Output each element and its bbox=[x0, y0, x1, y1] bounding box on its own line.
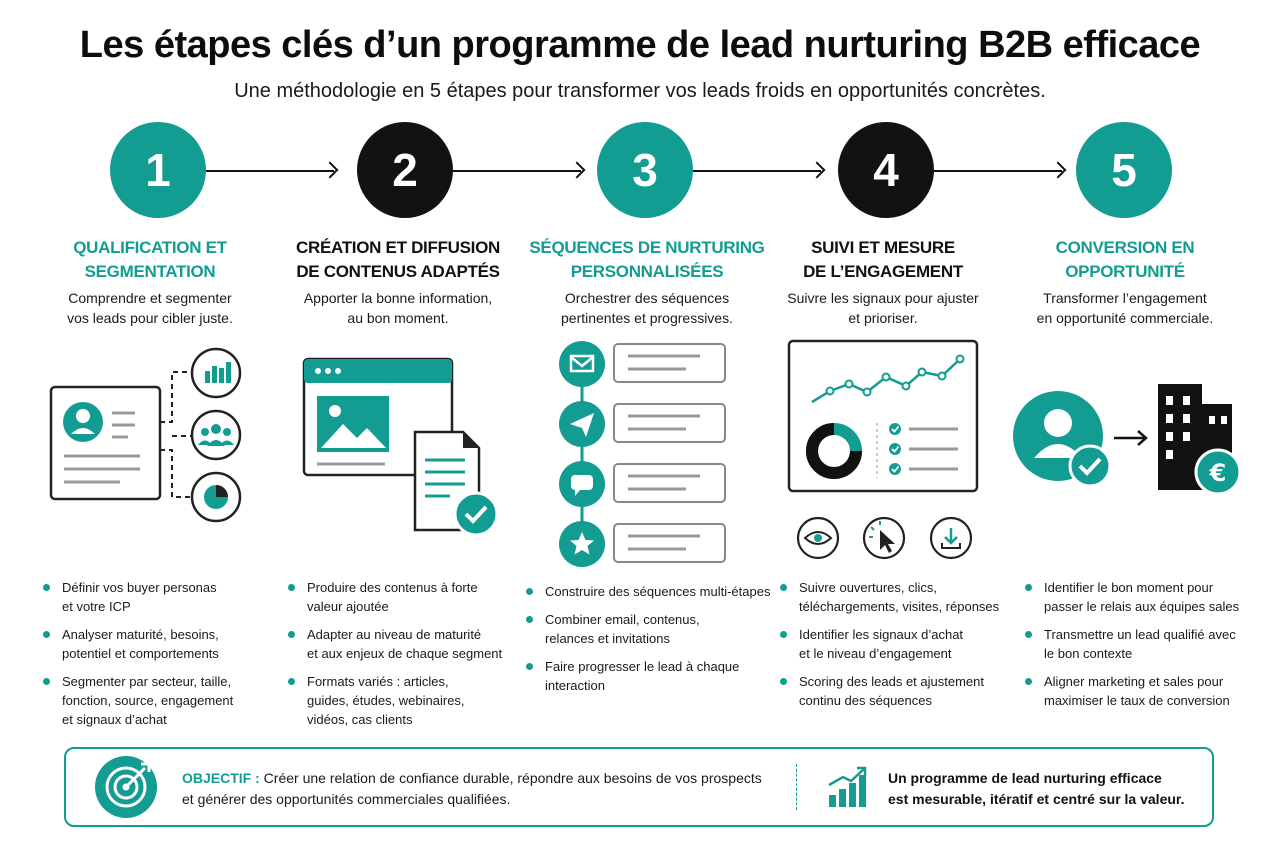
step-2-heading: CRÉATION ET DIFFUSION DE CONTENUS ADAPTÉS bbox=[296, 238, 500, 281]
list-item: Adapter au niveau de maturité et aux enjeux de chaque segment bbox=[288, 625, 513, 663]
step-3-number: 3 bbox=[597, 122, 693, 218]
objective-text: OBJECTIF : Créer une relation de confiance durable, répondre aux besoins de vos prospects et générer des opportunités commerciales qualifiées. bbox=[182, 770, 762, 807]
list-item: Suivre ouvertures, clics, téléchargements, visites, réponses bbox=[780, 578, 1005, 616]
step-5-number: 5 bbox=[1076, 122, 1172, 218]
summary-text: Un programme de lead nurturing efficace est mesurable, itératif et centré sur la valeur. bbox=[888, 770, 1185, 807]
list-item: Formats variés : articles, guides, études, webinaires, vidéos, cas clients bbox=[288, 672, 513, 729]
page-subtitle: Une méthodologie en 5 étapes pour transformer vos leads froids en opportunités concrètes. bbox=[234, 80, 1046, 102]
objective-label: OBJECTIF : bbox=[182, 770, 260, 786]
step-1-heading: QUALIFICATION ET SEGMENTATION bbox=[73, 238, 227, 281]
list-item: Identifier le bon moment pour passer le relais aux équipes sales bbox=[1025, 578, 1250, 616]
list-item: Produire des contenus à forte valeur ajoutée bbox=[288, 578, 513, 616]
page-title: Les étapes clés d’un programme de lead nurturing B2B efficace bbox=[79, 24, 1201, 66]
list-item: Scoring des leads et ajustement continu des séquences bbox=[780, 672, 1005, 710]
step-4-description: Suivre les signaux pour ajuster et prioriser. bbox=[787, 290, 979, 326]
step-4-number: 4 bbox=[838, 122, 934, 218]
list-item: Faire progresser le lead à chaque interaction bbox=[526, 657, 771, 695]
list-item: Transmettre un lead qualifié avec le bon contexte bbox=[1025, 625, 1250, 663]
list-item: Analyser maturité, besoins, potentiel et comportements bbox=[43, 625, 263, 663]
list-item: Aligner marketing et sales pour maximiser le taux de conversion bbox=[1025, 672, 1250, 710]
list-item: Identifier les signaux d’achat et le niveau d’engagement bbox=[780, 625, 1005, 663]
step-4-heading: SUIVI ET MESURE DE L’ENGAGEMENT bbox=[803, 238, 963, 281]
step-2-number: 2 bbox=[357, 122, 453, 218]
step-1-description: Comprendre et segmenter vos leads pour cibler juste. bbox=[67, 290, 233, 326]
list-item: Définir vos buyer personas et votre ICP bbox=[43, 578, 263, 616]
euro-icon: € bbox=[1209, 459, 1227, 487]
list-item: Combiner email, contenus, relances et invitations bbox=[526, 610, 771, 648]
step-2-description: Apporter la bonne information, au bon moment. bbox=[303, 290, 493, 326]
step-5-heading: CONVERSION EN OPPORTUNITÉ bbox=[1055, 238, 1195, 281]
step-1-number: 1 bbox=[110, 122, 206, 218]
step-3-description: Orchestrer des séquences pertinentes et progressives. bbox=[561, 290, 733, 326]
step-3-heading: SÉQUENCES DE NURTURING PERSONNALISÉES bbox=[529, 238, 765, 281]
list-item: Construire des séquences multi-étapes bbox=[526, 582, 771, 601]
step-5-description: Transformer l’engagement en opportunité commerciale. bbox=[1036, 290, 1214, 326]
list-item: Segmenter par secteur, taille, fonction, source, engagement et signaux d’achat bbox=[43, 672, 263, 729]
